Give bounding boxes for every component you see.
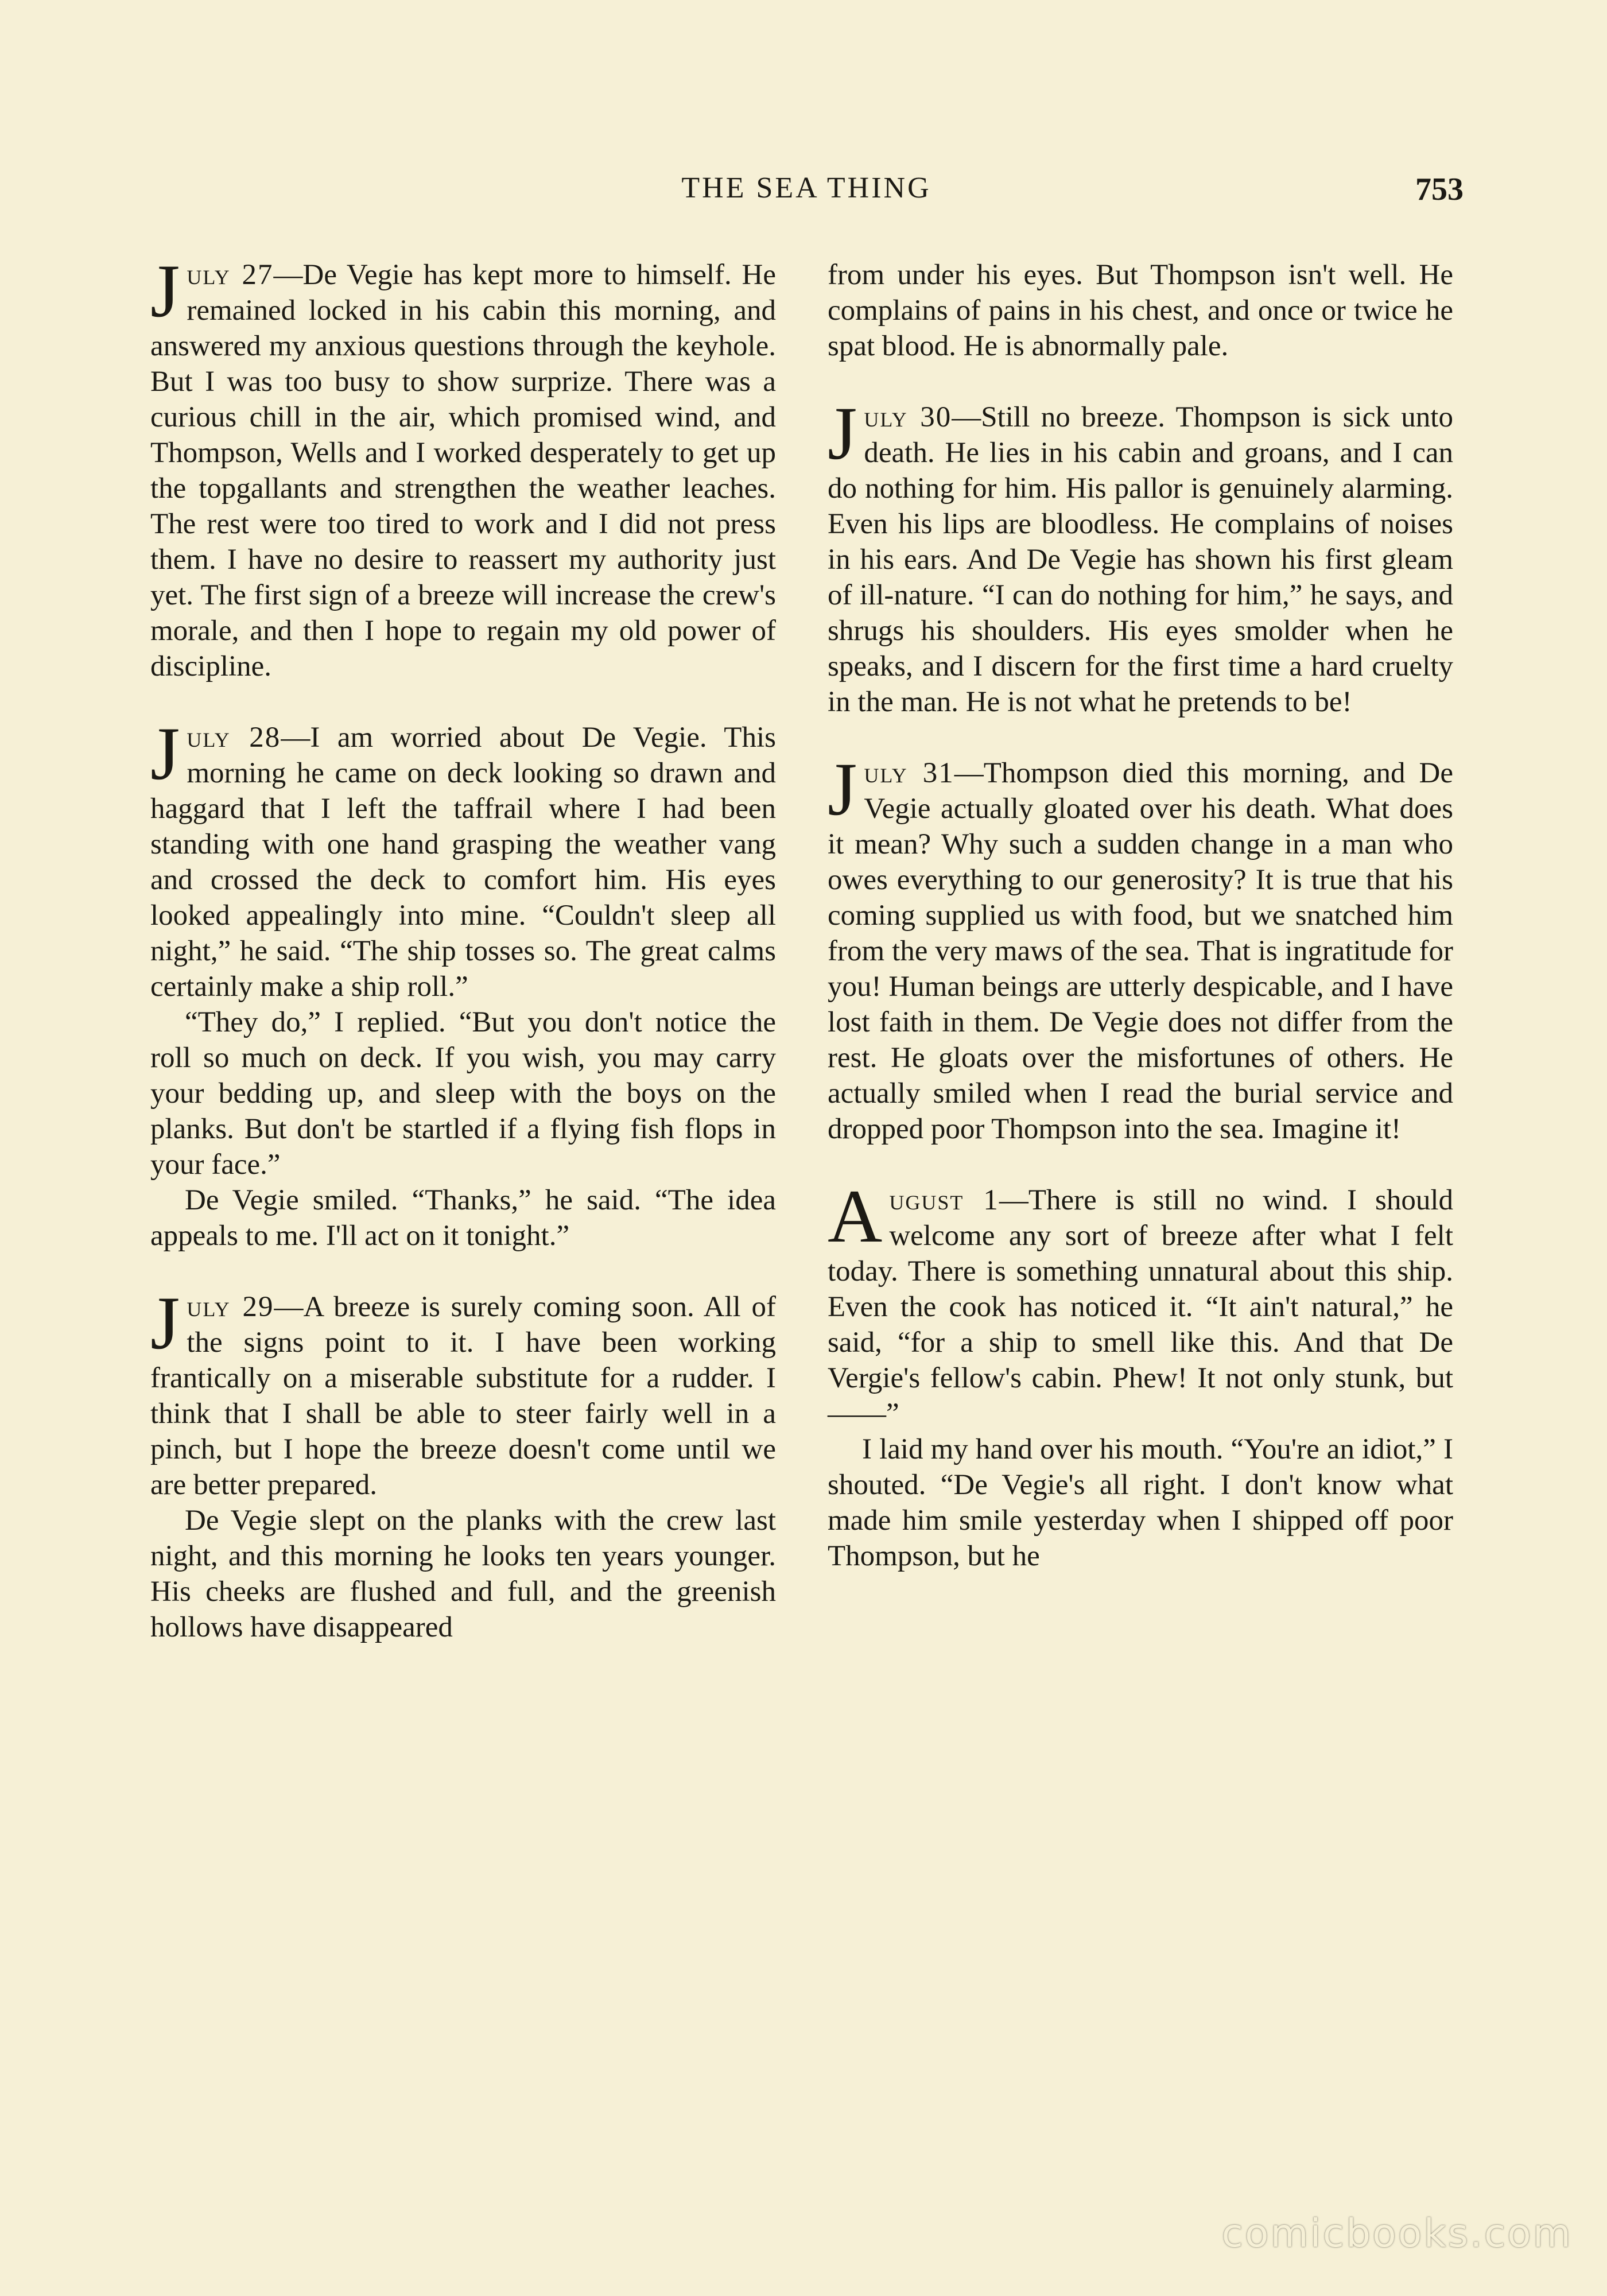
entry-paragraph — [828, 391, 1453, 720]
entry-date: ugust 1 — [889, 1184, 999, 1216]
drop-cap: J — [150, 711, 180, 796]
diary-entry-july-28 — [150, 711, 776, 1254]
entry-paragraph: I laid my hand over his mouth. “You're an idiot,” I shouted. “De Vegie's all right. I don't know what made him smile yesterday when I shipped off poor Thompson, but he — [828, 1433, 1453, 1572]
diary-entry-july-31 — [828, 747, 1453, 1147]
drop-cap: A — [828, 1174, 883, 1258]
diary-entry-july-29 — [150, 1281, 776, 1645]
right-column — [828, 257, 1453, 1609]
entry-date: uly 28 — [187, 722, 281, 754]
entry-text: —I am worried about De Vegie. This morning he came on deck looking so drawn and haggard that I left the taffrail where I had been standing with one hand grasping the weather vang and crossed the deck to comfort him. His eyes looked appealingly into mine. “Couldn't sleep all night,” he said. “The ship tosses so. The great calms certainly make a ship roll.” — [150, 722, 776, 1003]
entry-text: —Still no breeze. Thompson is sick unto death. He lies in his cabin and groans, and I can do nothing for him. His pallor is genuinely alarming. Even his lips are bloodless. He complains of noises in his ears. And De Vegie has shown his first gleam of ill-nature. “I can do nothing for him,” he says, and shrugs his shoulders. His eyes smolder when he speaks, and I discern for the first time a hard cruelty in the man. He is not what he pretends to be! — [828, 401, 1453, 718]
entry-text: —There is still no wind. I should welcome any sort of breeze after what I felt today. There is something unnatural about this ship. Even the cook has noticed it. “It ain't natural,” he said, “for a ship to smell like this. And that De Vergie's fellow's cabin. Phew! It not only stunk, but——” — [828, 1184, 1453, 1430]
entry-date: uly 30 — [864, 401, 952, 433]
site-watermark: comicbooks.com — [1221, 2211, 1573, 2256]
drop-cap: J — [150, 1281, 180, 1365]
diary-entry-july-27 — [150, 249, 776, 684]
entry-paragraph: De Vegie slept on the planks with the crew last night, and this morning he looks ten years younger. His cheeks are flushed and full, and the greenish hollows have disappeared — [150, 1504, 776, 1643]
entry-paragraph — [150, 1281, 776, 1503]
entry-date: uly 29 — [187, 1291, 274, 1323]
entry-paragraph: De Vegie smiled. “Thanks,” he said. “The idea appeals to me. I'll act on it tonight.” — [150, 1184, 776, 1252]
entry-text: —De Vegie has kept more to himself. He remained locked in his cabin this morning, and answered my anxious questions through the keyhole. But I was too busy to show surprize. There was a curious chill in the air, which promised wind, and Thompson, Wells and I worked desperately to get up the topgallants and strengthen the weather leaches. The rest were too tired to work and I did not press them. I have no desire to reassert my authority just yet. The first sign of a breeze will increase the crew's morale, and then I hope to regain my old power of discipline. — [150, 259, 776, 682]
diary-entry-july-30 — [828, 391, 1453, 720]
running-title: THE SEA THING — [681, 172, 931, 204]
page-number: 753 — [1415, 172, 1464, 207]
entry-date: uly 31 — [864, 757, 954, 789]
entry-date: uly 27 — [187, 259, 274, 291]
drop-cap: J — [828, 747, 857, 831]
entry-paragraph: “They do,” I replied. “But you don't notice the roll so much on deck. If you wish, you may carry your bedding up, and sleep with the boys on the planks. But don't be startled if a flying fish flops in your face.” — [150, 1006, 776, 1181]
left-column — [150, 249, 776, 1681]
entry-paragraph — [150, 711, 776, 1004]
drop-cap: J — [150, 249, 180, 333]
entry-text: —A breeze is surely coming soon. All of the signs point to it. I have been working frantically on a miserable substitute for a rudder. I think that I shall be able to steer fairly well in a pinch, but I hope the breeze doesn't come until we are better prepared. — [150, 1291, 776, 1501]
entry-paragraph — [828, 747, 1453, 1147]
drop-cap: J — [828, 391, 857, 475]
diary-entry-continued — [828, 257, 1453, 364]
entry-paragraph — [150, 249, 776, 684]
entry-text: —Thompson died this morning, and De Vegie actually gloated over his death. What does it mean? Why such a sudden change in a man who owes everything to our generosity? It is true that his coming supplied us with food, but we snatched him from the very maws of the sea. That is ingratitude for you! Human beings are utterly despicable, and I have lost faith in them. De Vegie does not differ from the rest. He gloats over the misfortunes of others. He actually smiled when I read the burial service and dropped poor Thompson into the sea. Imagine it! — [828, 757, 1453, 1145]
entry-paragraph: from under his eyes. But Thompson isn't well. He complains of pains in his chest, and once or twice he spat blood. He is abnormally pale. — [828, 259, 1453, 362]
diary-entry-august-1 — [828, 1174, 1453, 1574]
entry-paragraph — [828, 1174, 1453, 1432]
page-header — [149, 171, 1464, 217]
